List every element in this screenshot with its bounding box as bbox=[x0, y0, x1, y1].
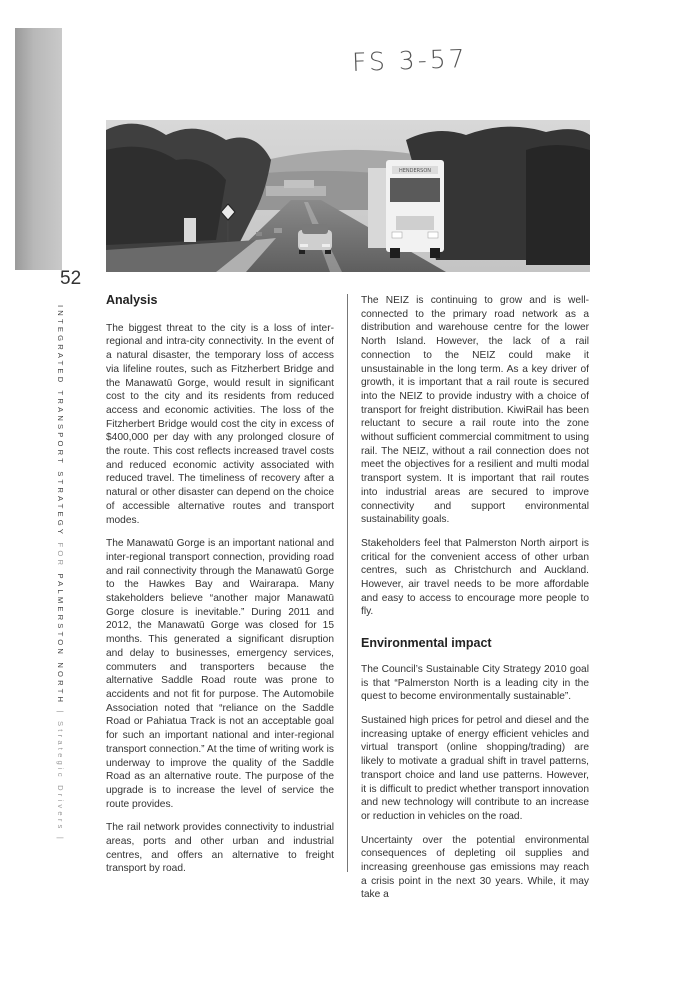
paragraph: The Council’s Sustainable City Strategy 2010 goal is that “Palmerston North is a leading city in the quest to become environmentally sustainable”. bbox=[361, 663, 589, 703]
side-document-title bbox=[56, 305, 65, 842]
road-photo bbox=[106, 120, 590, 272]
analysis-heading: Analysis bbox=[106, 293, 158, 307]
truck-sign: HENDERSON bbox=[399, 168, 431, 174]
side-title-separator: | bbox=[56, 705, 65, 722]
paragraph: Uncertainty over the potential environmental consequences of depleting oil supplies and increasing greenhouse gas emissions may reach a crisis point in the next 30 years. While, it may take a bbox=[361, 834, 589, 901]
paragraph: The Manawatū Gorge is an important national and inter-regional transport connection, providing road and rail connectivity through the Manawatū Gorge to the Hawkes Bay and Wairarapa. Many stakeholders believe “another major Manawatū Gorge closure is inevitable.” During 2011 and 2012, the Manawatū Gorge was closed for 15 months. This generated a significant disruption and delay to businesses, emergency services, commuters and transporters because the alternative Saddle Road route was prone to accidents and not fit for purpose. The Automobile Association noted that “reliance on the Saddle Road or Pahiatua Track is not an acceptable goal for such an important national and inter-regional transport connection.” At the time of writing work is underway to improve the quality of the Saddle Road as an alternative route. The purpose of the upgrade is to increase the level of service the route provides. bbox=[106, 538, 334, 810]
side-title-section: Strategic Drivers | bbox=[56, 721, 65, 843]
page-number: 52 bbox=[60, 268, 82, 289]
side-title-main: INTEGRATED TRANSPORT STRATEGY bbox=[56, 305, 65, 538]
side-title-for: FOR bbox=[56, 537, 65, 574]
side-title-city: PALMERSTON NORTH bbox=[56, 573, 65, 706]
side-tab-bar bbox=[15, 28, 62, 270]
environmental-impact-heading: Environmental impact bbox=[361, 636, 492, 651]
paragraph: Sustained high prices for petrol and diesel and the increasing uptake of energy efficient vehicles and virtual transport (online shopping/trading) are likely to motivate a gradual shift in travel patterns, transport choice and land use patterns. However, it is difficult to predict whether transport innovation and new technology will contribute to an increase or reduction in vehicles on the road. bbox=[361, 714, 589, 822]
paragraph: The biggest threat to the city is a loss of inter-regional and intra-city connectivity. In the event of a natural disaster, the temporary loss of access via lifeline routes, such as Fitzherbert Bridge and the Manawatū Gorge, would result in significant cost to the city and its residents from reduced access and economic activities. The loss of the Fitzherbert Bridge would cost the city in excess of $400,000 per day with any prolonged closure of the route. This cost reflects increased travel costs and reduced economic activity associated with reduced travel. The timeliness of recovery after a natural or other disaster can depend on the choice of accessible alternative routes and transport modes. bbox=[106, 322, 334, 526]
handwritten-note: FS 3-57 bbox=[351, 43, 468, 78]
left-column bbox=[106, 294, 334, 886]
paragraph: The rail network provides connectivity to industrial areas, ports and other urban and industrial centres, and offers an alternative to freight transport by road. bbox=[106, 822, 334, 875]
right-column bbox=[361, 294, 589, 912]
column-divider bbox=[347, 294, 348, 872]
paragraph: Stakeholders feel that Palmerston North airport is critical for the convenient access of other urban centres, such as Christchurch and Auckland. However, air travel needs to be more affordable and easy to access to encourage more people to fly. bbox=[361, 537, 589, 618]
paragraph: The NEIZ is continuing to grow and is well-connected to the primary road network as a distribution and warehouse centre for the lower North Island. However, the lack of a rail connection to the NEIZ could make it unsustainable in the long term. As a key driver of growth, it is important that a rail route is secured into the NEIZ to provide industry with a choice of transport for freight distribution. KiwiRail has been reluctant to secure a rail route into the zone without sufficient commercial commitment to using rail. The NEIZ, without a rail connection does not meet the objectives for a resilient and multi modal transport system. It is important that rail routes into industrial areas are secured to improve connectivity and support environmental sustainability goals. bbox=[361, 295, 589, 526]
